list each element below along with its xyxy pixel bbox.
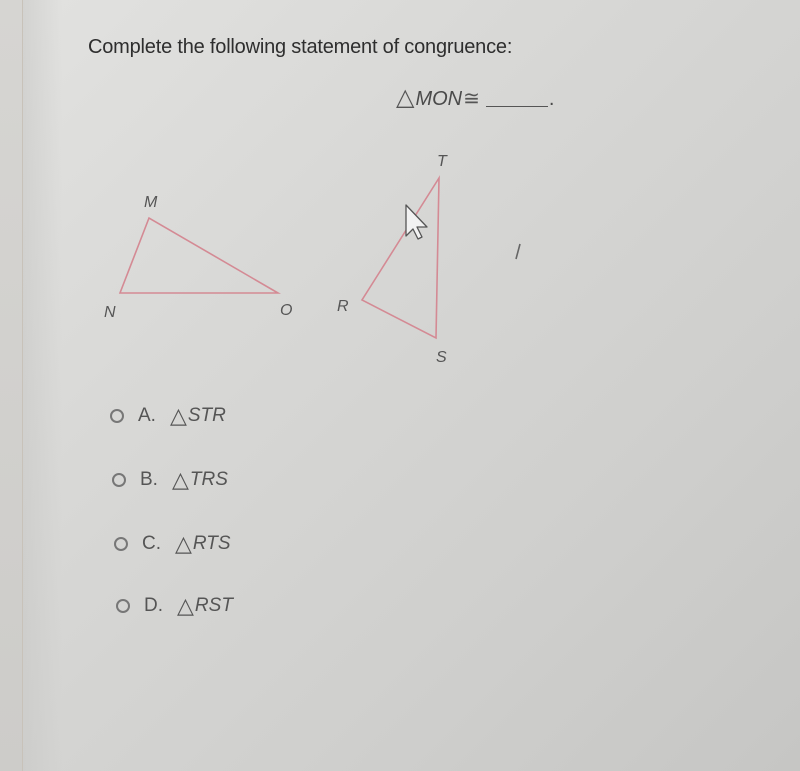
triangle-symbol: △ [175, 531, 192, 556]
radio-a[interactable] [110, 409, 124, 423]
label-n: N [104, 304, 116, 321]
option-a[interactable] [110, 405, 226, 427]
option-b[interactable] [112, 469, 228, 491]
option-letter: C. [142, 533, 161, 554]
option-letter: A. [138, 405, 156, 426]
radio-c[interactable] [114, 537, 128, 551]
radio-d[interactable] [116, 599, 130, 613]
triangle-symbol: △ [396, 84, 415, 111]
statement-period: . [548, 88, 555, 110]
option-c[interactable] [114, 533, 231, 555]
mouse-cursor-icon [406, 205, 427, 239]
label-t: T [437, 153, 447, 170]
option-d[interactable] [116, 595, 233, 617]
option-triangle-name: RTS [192, 533, 231, 554]
triangle-mon [120, 218, 278, 293]
triangle-symbol: △ [171, 467, 189, 492]
label-m: M [144, 194, 158, 211]
question-prompt: Complete the following statement of congruence: [88, 36, 513, 58]
congruent-symbol: ≅ [463, 88, 480, 110]
statement-triangle-name: MON [415, 88, 463, 110]
radio-b[interactable] [112, 473, 126, 487]
triangle-rst [362, 178, 439, 338]
option-triangle-name: STR [187, 405, 226, 426]
text-caret-icon [516, 244, 520, 259]
option-letter: D. [144, 595, 163, 616]
label-r: R [337, 298, 349, 315]
option-letter: B. [140, 469, 158, 490]
label-o: O [280, 302, 293, 319]
triangle-symbol: △ [177, 593, 194, 618]
triangle-symbol: △ [169, 403, 187, 428]
option-triangle-name: RST [194, 595, 233, 616]
label-s: S [436, 349, 447, 366]
option-triangle-name: TRS [189, 469, 228, 490]
